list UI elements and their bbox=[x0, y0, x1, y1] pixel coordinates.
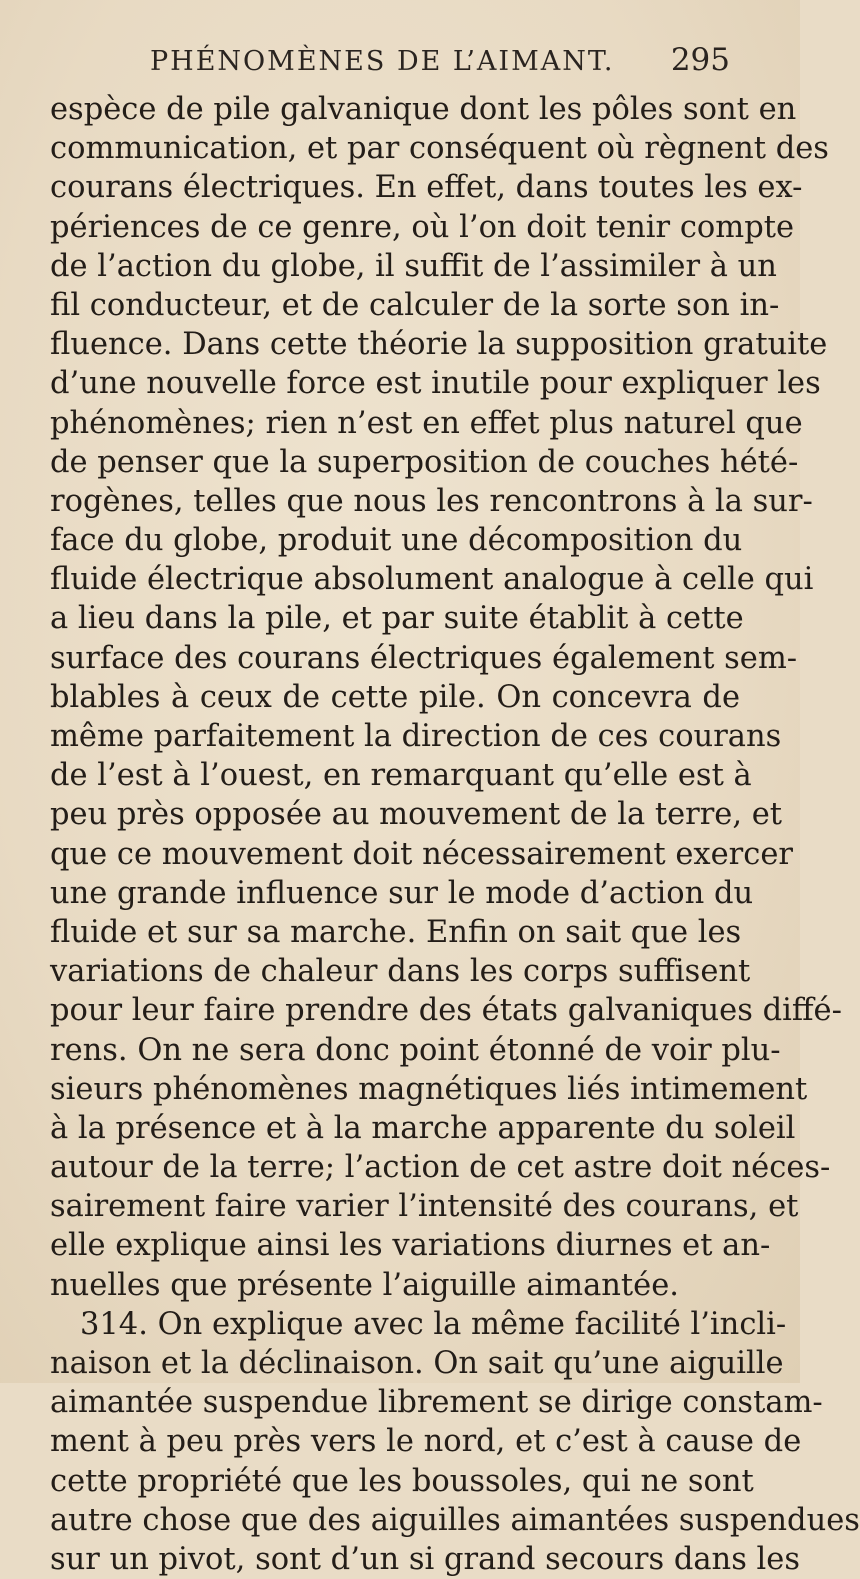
text-line: elle explique ainsi les variations diurnes et an- bbox=[50, 1228, 771, 1264]
text-line: d’une nouvelle force est inutile pour expliquer les bbox=[50, 366, 821, 402]
text-line: variations de chaleur dans les corps suffisent bbox=[50, 954, 751, 990]
text-line: face du globe, produit une décomposition du bbox=[50, 523, 743, 559]
text-line: de penser que la superposition de couches hété- bbox=[50, 444, 799, 480]
text-line: de l’est à l’ouest, en remarquant qu’elle est à bbox=[50, 758, 752, 794]
paragraph-end-line: nuelles que présente l’aiguille aimantée. bbox=[50, 1267, 679, 1303]
text-line: même parfaitement la direction de ces courans bbox=[50, 719, 782, 754]
text-line: fluence. Dans cette théorie la supposition gratuite bbox=[50, 327, 828, 363]
text-line: de l’action du globe, il suffit de l’assimiler à un bbox=[50, 248, 777, 284]
page-header bbox=[150, 40, 730, 84]
text-line: fil conducteur, et de calculer de la sorte son in- bbox=[50, 287, 780, 323]
text-line: pour leur faire prendre des états galvaniques diffé- bbox=[50, 993, 842, 1029]
text-line: périences de ce genre, où l’on doit tenir compte bbox=[50, 209, 795, 245]
running-title: PHÉNOMÈNES DE L’AIMANT. bbox=[150, 46, 615, 77]
text-line: peu près opposée au mouvement de la terre, et bbox=[50, 797, 783, 833]
text-line: sieurs phénomènes magnétiques liés intimement bbox=[50, 1071, 808, 1107]
text-line: ment à peu près vers le nord, et c’est à cause de bbox=[50, 1424, 802, 1460]
text-line: rens. On ne sera donc point étonné de voir plu- bbox=[50, 1032, 781, 1068]
text-line: autour de la terre; l’action de cet astre doit néces- bbox=[50, 1150, 831, 1186]
body-text bbox=[50, 90, 860, 1579]
text-line: autre chose que des aiguilles aimantées suspendues bbox=[50, 1502, 860, 1538]
text-line: à la présence et à la marche apparente du soleil bbox=[50, 1110, 796, 1146]
text-line: naison et la déclinaison. On sait qu’une aiguille bbox=[50, 1346, 784, 1381]
page-number: 295 bbox=[670, 42, 730, 78]
text-line: que ce mouvement doit nécessairement exercer bbox=[50, 836, 793, 872]
text-line: cette propriété que les boussoles, qui ne sont bbox=[50, 1463, 754, 1499]
text-line: sairement faire varier l’intensité des courans, et bbox=[50, 1189, 799, 1225]
text-line: courans électriques. En effet, dans toutes les ex- bbox=[50, 170, 803, 206]
text-line: communication, et par conséquent où règnent des bbox=[50, 131, 829, 167]
text-line: rogènes, telles que nous les rencontrons à la sur- bbox=[50, 483, 813, 519]
text-line: phénomènes; rien n’est en effet plus naturel que bbox=[50, 405, 803, 441]
text-line: a lieu dans la pile, et par suite établit à cette bbox=[50, 601, 744, 637]
text-line: aimantée suspendue librement se dirige constam- bbox=[50, 1385, 823, 1421]
section-start-line: 314. On explique avec la même facilité l’incli- bbox=[80, 1306, 787, 1342]
text-line: fluide électrique absolument analogue à celle qui bbox=[50, 562, 814, 598]
text-line: fluide et sur sa marche. Enfin on sait que les bbox=[50, 914, 742, 950]
text-line: sur un pivot, sont d’un si grand secours dans les bbox=[50, 1541, 801, 1577]
text-line: surface des courans électriques également sem- bbox=[50, 640, 798, 676]
text-line: espèce de pile galvanique dont les pôles sont en bbox=[50, 92, 797, 127]
text-line: blables à ceux de cette pile. On concevra de bbox=[50, 679, 740, 715]
text-line: une grande influence sur le mode d’action du bbox=[50, 875, 754, 911]
